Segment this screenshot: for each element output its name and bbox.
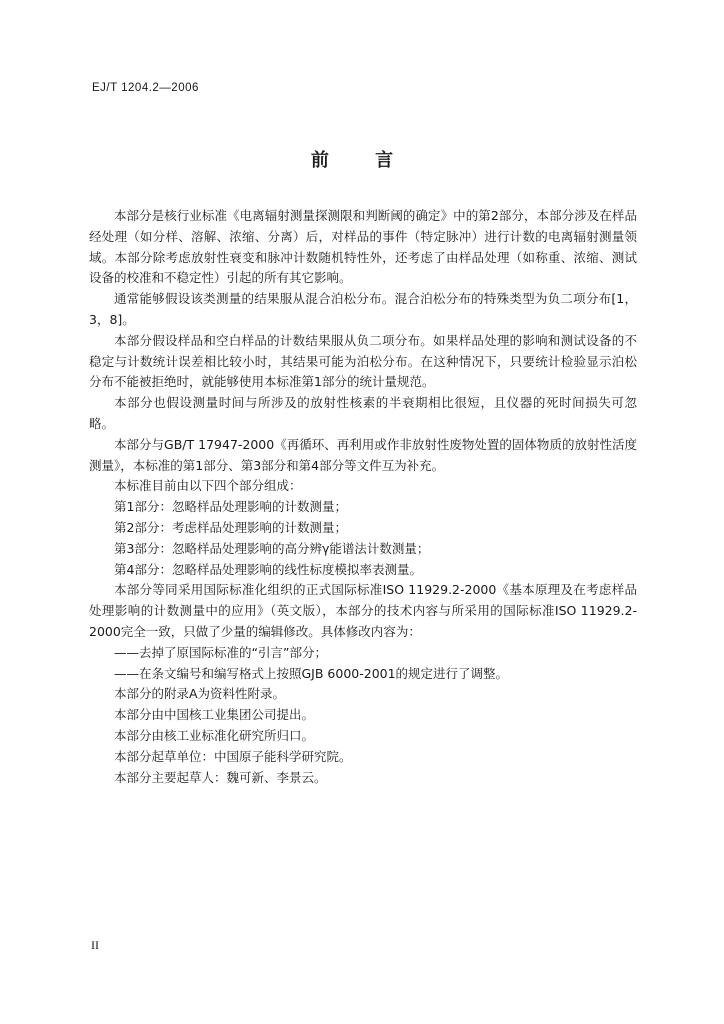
foreword-body	[89, 206, 637, 788]
paragraph-drafters: 本部分主要起草人：魏可新、李景云。	[114, 769, 327, 785]
list-item-part-1: 第1部分：忽略样品处理影响的计数测量；	[114, 499, 347, 515]
list-item-part-4: 第4部分：忽略样品处理影响的线性标度模拟率表测量。	[114, 561, 422, 577]
list-item-part-2: 第2部分：考虑样品处理影响的计数测量；	[114, 519, 347, 535]
page-title: 前 言	[310, 150, 414, 171]
list-item-part-3: 第3部分：忽略样品处理影响的高分辨γ能谱法计数测量；	[114, 540, 430, 556]
list-item-change-2: ——在条文编号和编写格式上按照GJB 6000-2001的规定进行了调整。	[114, 665, 509, 681]
list-item-change-1: ——去掉了原国际标准的“引言”部分；	[114, 644, 327, 660]
paragraph-related-standards: 本部分与GB/T 17947-2000《再循环、再利用或作非放射性废物处置的固体物质的放射性活度测量》，本标准的第1部分、第3部分和第4部分等文件互为补充。	[89, 436, 637, 473]
paragraph-assumption: 本部分假设样品和空白样品的计数结果服从负二项分布。如果样品处理的影响和测试设备的不稳定与计数统计误差相比较小时，其结果可能为泊松分布。在这种情况下，只要统计检验显示泊松分布不能被拒绝时，就能够使用本标准第1部分的统计量规范。	[89, 332, 637, 390]
paragraph-iso-adoption: 本部分等同采用国际标准化组织的正式国际标准ISO 11929.2-2000《基本原理及在考虑样品处理影响的计数测量中的应用》（英文版），本部分的技术内容与所采用的国际标准ISO 11929.2-2000完全一致，只做了少量的编辑修改。具体修改内容为：	[89, 582, 637, 639]
page-number: II	[91, 938, 99, 952]
paragraph-drafting-unit: 本部分起草单位：中国原子能科学研究院。	[114, 748, 352, 764]
paragraph-annex: 本部分的附录A为资料性附录。	[114, 686, 286, 702]
paragraph-distribution: 通常能够假设该类测量的结果服从混合泊松分布。混合泊松分布的特殊类型为负二项分布[1，3，8]。	[89, 291, 637, 327]
standard-number: EJ/T 1204.2—2006	[92, 82, 199, 94]
paragraph-parts-intro: 本标准目前由以下四个部分组成：	[114, 478, 302, 494]
paragraph-scope: 本部分是核行业标准《电离辐射测量探测限和判断阈的确定》中的第2部分，本部分涉及在样品经处理（如分样、溶解、浓缩、分离）后，对样品的事件（特定脉冲）进行计数的电离辐射测量领域。本部分除考虑放射性衰变和脉冲计数随机特性外，还考虑了由样品处理（如称重、浓缩、测试设备的校准和不稳定性）引起的所有其它影响。	[89, 208, 637, 286]
paragraph-centralized: 本部分由核工业标准化研究所归口。	[114, 727, 315, 743]
paragraph-proposer: 本部分由中国核工业集团公司提出。	[114, 707, 315, 723]
paragraph-half-life: 本部分也假设测量时间与所涉及的放射性核素的半衰期相比很短，且仪器的死时间损失可忽略。	[89, 395, 637, 431]
